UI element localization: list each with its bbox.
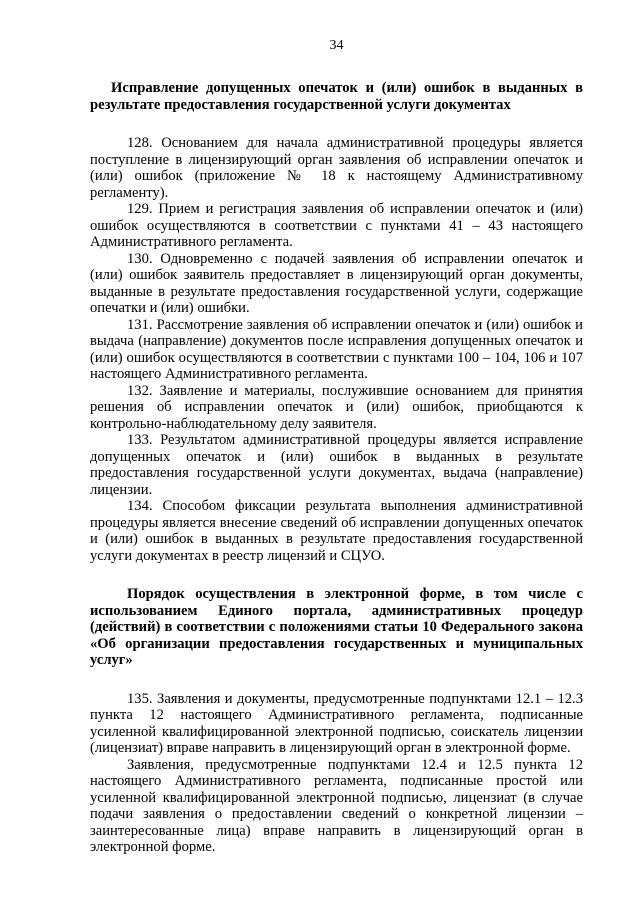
paragraph-131: 131. Рассмотрение заявления об исправлении опечаток и (или) ошибок и выдача (направление) документов после исправления допущенных опечаток и (или) ошибок осуществляются в соответствии с пунктами 100 – 104, 106 и 107 настоящего Административного регламента. (90, 316, 583, 382)
paragraph-133: 133. Результатом административной процедуры является исправление допущенных опечаток и (или) ошибок в выданных в результате предоставления государственной услуги документах, выдача (направление) лицензии. (90, 432, 583, 498)
page-number: 34 (329, 38, 344, 53)
paragraph-135: 135. Заявления и документы, предусмотренные подпунктами 12.1 – 12.3 пункта 12 настоящего Административного регламента, подписанные усиленной квалифицированной электронной подписью, соискатель лицензии (лицензиат) вправе направить в лицензирующий орган в электронной форме. (90, 690, 583, 756)
paragraph-128: 128. Основанием для начала административной процедуры является поступление в лицензирующий орган заявления об исправлении опечаток и (или) ошибок (приложение № 18 к настоящему Административному регламенту). (90, 135, 583, 201)
paragraph-129: 129. Прием и регистрация заявления об исправлении опечаток и (или) ошибок осуществляются в соответствии с пунктами 41 – 43 настоящего Административного регламента. (90, 201, 583, 250)
paragraph-130: 130. Одновременно с подачей заявления об исправлении опечаток и (или) ошибок заявитель предоставляет в лицензирующий орган документы, выданные в результате предоставления государственной услуги, содержащие опечатки и (или) ошибки. (90, 250, 583, 316)
section-body-electronic (90, 691, 583, 856)
section-heading-electronic: Порядок осуществления в электронной форме, в том числе с использованием Единого портала, административных процедур (действий) в соответствии с положениями статьи 10 Федерального закона «Об организации предоставления государственных и муниципальных услуг» (90, 586, 583, 668)
section-heading-corrections: Исправление допущенных опечаток и (или) ошибок в выданных в результате предоставления государственной услуги документах (90, 80, 583, 113)
paragraph-135-continued: Заявления, предусмотренные подпунктами 12.4 и 12.5 пункта 12 настоящего Административного регламента, подписанные простой или усиленной квалифицированной электронной подписью, лицензиат (в случае подачи заявления о предоставлении сведений о конкретной лицензии – заинтересованные лица) вправе направить в лицензирующий орган в электронной форме. (90, 756, 583, 855)
paragraph-134: 134. Способом фиксации результата выполнения административной процедуры является внесение сведений об исправлении допущенных опечаток и (или) ошибок в выданных в результате предоставления государственной услуги документах в реестр лицензий и СЦУО. (90, 498, 583, 564)
section-body-corrections (90, 135, 583, 564)
paragraph-132: 132. Заявление и материалы, послужившие основанием для принятия решения об исправлении опечаток и (или) ошибок, приобщаются к контрольно-наблюдательному делу заявителя. (90, 382, 583, 432)
